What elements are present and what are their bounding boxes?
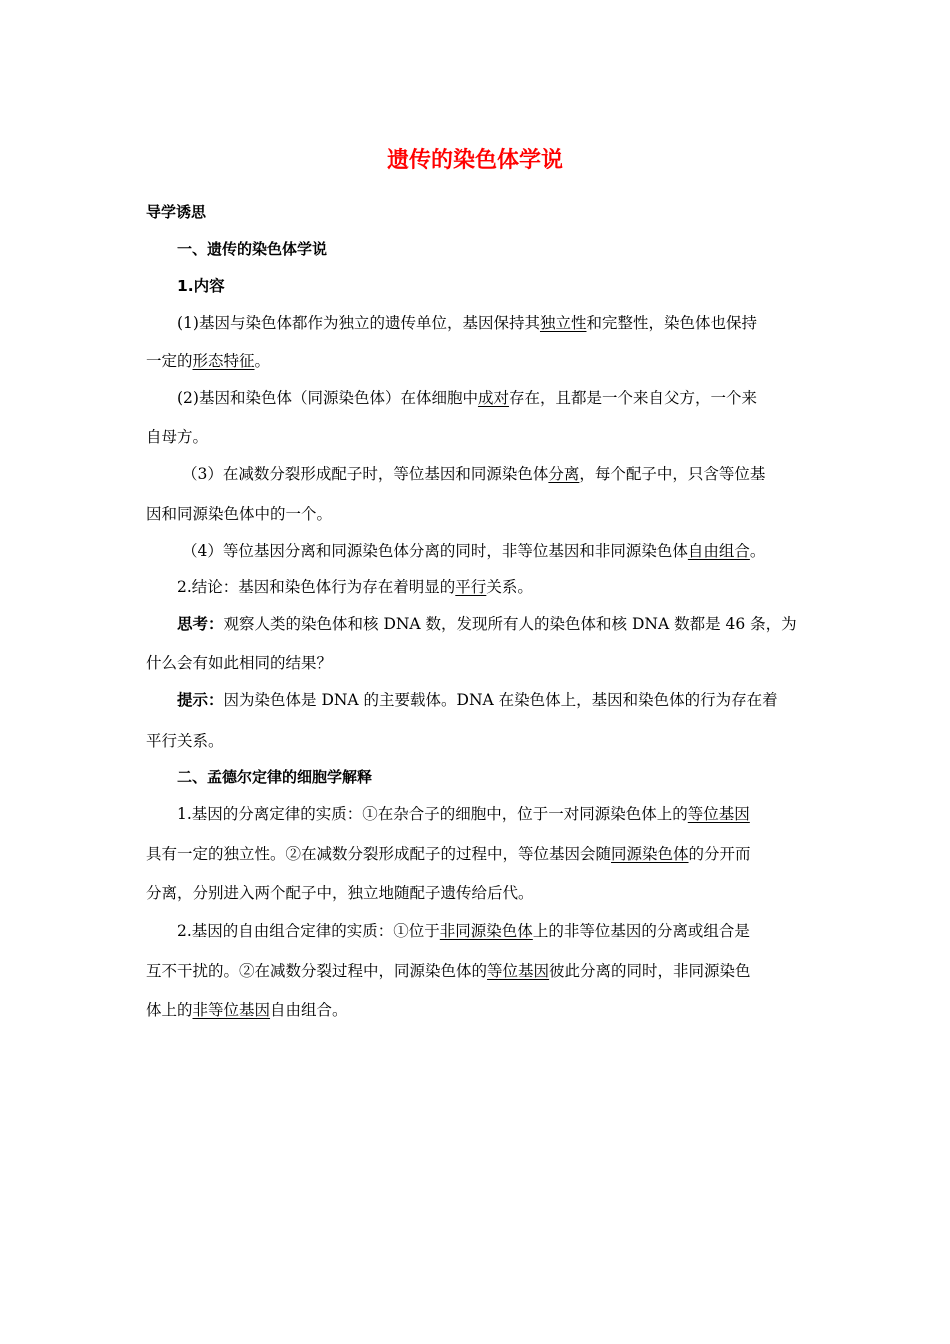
section1-heading: 一、遗传的染色体学说 <box>177 240 328 258</box>
sec2-paragraph-1-line-3: 分离，分别进入两个配子中，独立地随配子遗传给后代。 <box>146 884 534 902</box>
think-line-1: 思考：观察人类的染色体和核 DNA 数，发现所有人的染色体和核 DNA 数都是 46 条，为 <box>177 615 797 633</box>
page-title: 遗传的染色体学说 <box>386 148 563 173</box>
sec2-paragraph-1-line-1: 1.基因的分离定律的实质：①在杂合子的细胞中，位于一对同源染色体上的等位基因 <box>177 805 750 823</box>
hint-line-1: 提示：因为染色体是 DNA 的主要载体。DNA 在染色体上，基因和染色体的行为存在着 <box>177 691 778 709</box>
paragraph-1-line-1: (1)基因与染色体都作为独立的遗传单位，基因保持其独立性和完整性，染色体也保持 <box>177 314 757 332</box>
hint-line-2: 平行关系。 <box>146 732 224 750</box>
section-guide-heading: 导学诱思 <box>146 203 207 221</box>
think-line-2: 什么会有如此相同的结果？ <box>146 654 333 672</box>
paragraph-2-line-2: 自母方。 <box>146 428 209 446</box>
sec2-paragraph-1-line-2: 具有一定的独立性。②在减数分裂形成配子的过程中，等位基因会随同源染色体的分开而 <box>146 845 751 863</box>
conclusion: 2.结论：基因和染色体行为存在着明显的平行关系。 <box>177 578 533 596</box>
sec2-paragraph-2-line-3: 体上的非等位基因自由组合。 <box>146 1001 348 1019</box>
paragraph-2-line-1: (2)基因和染色体（同源染色体）在体细胞中成对存在，且都是一个来自父方，一个来 <box>177 389 757 407</box>
section1-sub1: 1.内容 <box>177 277 225 295</box>
sec2-paragraph-2-line-2: 互不干扰的。②在减数分裂过程中，同源染色体的等位基因彼此分离的同时，非同源染色 <box>146 962 751 980</box>
paragraph-3-line-1: （3）在减数分裂形成配子时，等位基因和同源染色体分离，每个配子中，只含等位基 <box>182 465 766 483</box>
section2-heading: 二、孟德尔定律的细胞学解释 <box>177 768 373 786</box>
sec2-paragraph-2-line-1: 2.基因的自由组合定律的实质：①位于非同源染色体上的非等位基因的分离或组合是 <box>177 922 750 940</box>
paragraph-3-line-2: 因和同源染色体中的一个。 <box>146 505 333 523</box>
paragraph-1-line-2: 一定的形态特征。 <box>146 352 271 370</box>
paragraph-4: （4）等位基因分离和同源染色体分离的同时，非等位基因和非同源染色体自由组合。 <box>182 542 766 560</box>
